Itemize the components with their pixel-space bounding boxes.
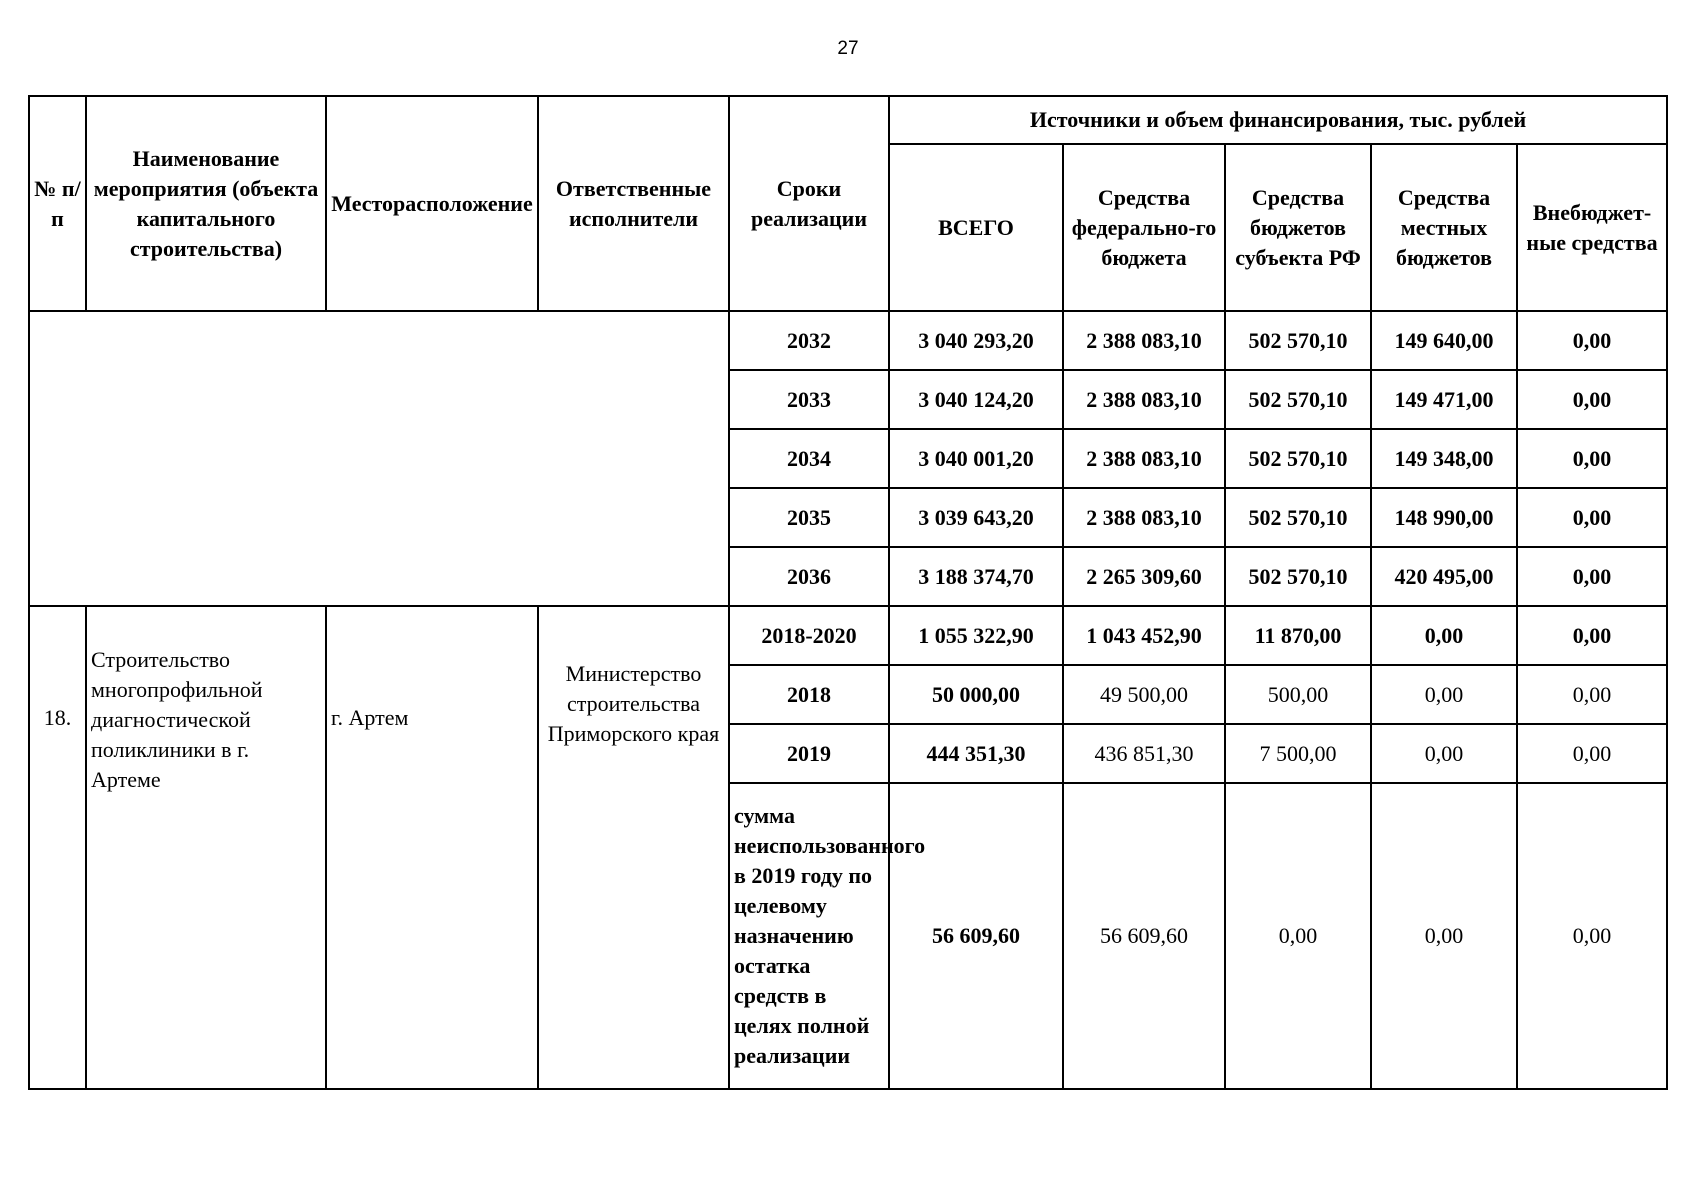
row-total: 50 000,00 — [889, 665, 1063, 724]
row-period-note: сумма неиспользованного в 2019 году по целевому назначению остатка средств в целях полной реализации — [729, 783, 889, 1089]
row-total: 56 609,60 — [889, 783, 1063, 1089]
row-period: 2036 — [729, 547, 889, 606]
item-responsible: Министерство строительства Приморского края — [538, 606, 729, 1089]
row-local: 0,00 — [1371, 724, 1517, 783]
row-federal: 2 265 309,60 — [1063, 547, 1225, 606]
row-federal: 2 388 083,10 — [1063, 488, 1225, 547]
row-federal: 2 388 083,10 — [1063, 370, 1225, 429]
table-row — [29, 606, 1667, 665]
header-responsible: Ответственные исполнители — [538, 96, 729, 311]
row-subject: 502 570,10 — [1225, 370, 1371, 429]
row-period: 2018 — [729, 665, 889, 724]
continuation-empty-cell — [29, 311, 729, 606]
row-extra: 0,00 — [1517, 783, 1667, 1089]
item-location: г. Артем — [326, 606, 538, 1089]
row-period: 2032 — [729, 311, 889, 370]
row-federal: 49 500,00 — [1063, 665, 1225, 724]
header-subject: Средства бюджетов субъекта РФ — [1225, 144, 1371, 311]
header-extra: Внебюджет-ные средства — [1517, 144, 1667, 311]
row-subject: 502 570,10 — [1225, 429, 1371, 488]
row-subject: 500,00 — [1225, 665, 1371, 724]
row-subject: 7 500,00 — [1225, 724, 1371, 783]
row-local: 0,00 — [1371, 606, 1517, 665]
row-local: 0,00 — [1371, 665, 1517, 724]
row-local: 148 990,00 — [1371, 488, 1517, 547]
row-period: 2034 — [729, 429, 889, 488]
row-total: 3 039 643,20 — [889, 488, 1063, 547]
row-extra: 0,00 — [1517, 488, 1667, 547]
row-local: 149 471,00 — [1371, 370, 1517, 429]
row-local: 149 348,00 — [1371, 429, 1517, 488]
financing-table — [28, 95, 1668, 1090]
row-federal: 2 388 083,10 — [1063, 311, 1225, 370]
row-period: 2035 — [729, 488, 889, 547]
header-funding-group: Источники и объем финансирования, тыс. рублей — [889, 96, 1667, 144]
header-period: Сроки реализации — [729, 96, 889, 311]
row-extra: 0,00 — [1517, 665, 1667, 724]
row-extra: 0,00 — [1517, 370, 1667, 429]
item-name: Строительство многопрофильной диагностической поликлиники в г. Артеме — [86, 606, 326, 1089]
row-total: 3 188 374,70 — [889, 547, 1063, 606]
page-number: 27 — [837, 38, 859, 59]
header-num: № п/п — [29, 96, 86, 311]
header-location: Месторасположение — [326, 96, 538, 311]
row-total: 3 040 293,20 — [889, 311, 1063, 370]
row-subject: 502 570,10 — [1225, 547, 1371, 606]
row-extra: 0,00 — [1517, 547, 1667, 606]
row-extra: 0,00 — [1517, 606, 1667, 665]
row-subject: 11 870,00 — [1225, 606, 1371, 665]
header-total: ВСЕГО — [889, 144, 1063, 311]
row-period: 2018-2020 — [729, 606, 889, 665]
row-period: 2019 — [729, 724, 889, 783]
row-local: 149 640,00 — [1371, 311, 1517, 370]
row-federal: 2 388 083,10 — [1063, 429, 1225, 488]
header-name: Наименование мероприятия (объекта капитального строительства) — [86, 96, 326, 311]
item-number: 18. — [29, 606, 86, 1089]
table-row — [29, 311, 1667, 370]
row-extra: 0,00 — [1517, 724, 1667, 783]
row-subject: 502 570,10 — [1225, 488, 1371, 547]
row-period: 2033 — [729, 370, 889, 429]
row-total: 444 351,30 — [889, 724, 1063, 783]
header-federal: Средства федерально-го бюджета — [1063, 144, 1225, 311]
row-total: 3 040 124,20 — [889, 370, 1063, 429]
row-subject: 502 570,10 — [1225, 311, 1371, 370]
row-total: 3 040 001,20 — [889, 429, 1063, 488]
row-extra: 0,00 — [1517, 429, 1667, 488]
row-federal: 436 851,30 — [1063, 724, 1225, 783]
header-local: Средства местных бюджетов — [1371, 144, 1517, 311]
row-subject: 0,00 — [1225, 783, 1371, 1089]
row-local: 420 495,00 — [1371, 547, 1517, 606]
row-total: 1 055 322,90 — [889, 606, 1063, 665]
row-federal: 56 609,60 — [1063, 783, 1225, 1089]
row-extra: 0,00 — [1517, 311, 1667, 370]
row-local: 0,00 — [1371, 783, 1517, 1089]
row-federal: 1 043 452,90 — [1063, 606, 1225, 665]
